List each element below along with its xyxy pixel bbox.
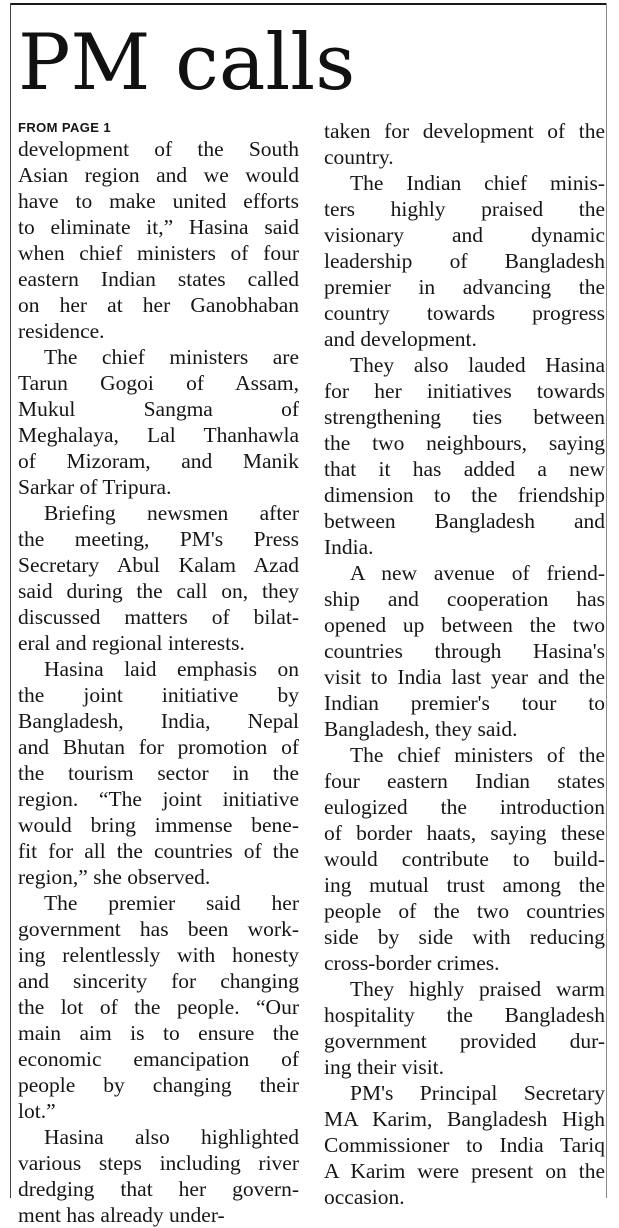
article-line: leadership of Bangladesh — [324, 249, 605, 273]
article-line: region,” she observed. — [18, 865, 211, 889]
article-line: ters highly praised the — [324, 197, 605, 221]
article-line: residence. — [18, 319, 105, 343]
article-line: dimension to the friendship — [324, 483, 605, 507]
article-line: ing mutual trust among the — [324, 873, 605, 897]
article-line: Tarun Gogoi of Assam, — [18, 371, 299, 395]
article-paragraph — [324, 560, 605, 742]
article-line: people of the two countries — [324, 899, 605, 923]
article-line: between Bangladesh and — [324, 509, 605, 533]
headline: PM calls — [18, 18, 356, 108]
article-paragraph — [18, 656, 299, 890]
article-line: Bangladesh, India, Nepal — [18, 709, 299, 733]
article-paragraph — [324, 118, 605, 170]
right-rule — [606, 3, 607, 1198]
article-line: Commissioner to India Tariq — [324, 1133, 605, 1157]
article-line: ship and cooperation has — [324, 587, 605, 611]
article-line: A new avenue of friend- — [350, 561, 605, 585]
article-line: of border haats, saying these — [324, 821, 605, 845]
top-rule — [10, 3, 606, 5]
article-line: PM's Principal Secretary — [350, 1081, 605, 1105]
article-line: taken for development of the — [324, 119, 605, 143]
article-line: The chief ministers are — [44, 345, 299, 369]
article-line: region. “The joint initiative — [18, 787, 299, 811]
article-line: have to make united efforts — [18, 189, 299, 213]
article-line: discussed matters of bilat- — [18, 605, 299, 629]
article-line: of Mizoram, and Manik — [18, 449, 299, 473]
article-line: Sarkar of Tripura. — [18, 475, 172, 499]
article-line: Indian premier's tour to — [324, 691, 605, 715]
left-column-body — [18, 136, 299, 1228]
article-line: the two neighbours, saying — [324, 431, 605, 455]
article-line: dredging that her govern- — [18, 1177, 299, 1201]
article-line: that it has added a new — [324, 457, 605, 481]
article-line: strengthening ties between — [324, 405, 605, 429]
article-line: ment has already under- — [18, 1203, 225, 1227]
article-line: premier in advancing the — [324, 275, 605, 299]
article-line: would contribute to build- — [324, 847, 605, 871]
article-paragraph — [324, 170, 605, 352]
article-line: government provided dur- — [324, 1029, 605, 1053]
article-line: country towards progress — [324, 301, 605, 325]
article-line: Hasina laid emphasis on — [44, 657, 299, 681]
article-line: They highly praised warm — [350, 977, 605, 1001]
article-line: four eastern Indian states — [324, 769, 605, 793]
article-line: government has been work- — [18, 917, 299, 941]
article-line: The Indian chief minis- — [350, 171, 605, 195]
left-rule — [10, 3, 11, 1198]
article-line: would bring immense bene- — [18, 813, 299, 837]
article-line: when chief ministers of four — [18, 241, 299, 265]
article-line: and development. — [324, 327, 477, 351]
article-line: India. — [324, 535, 374, 559]
article-line: said during the call on, they — [18, 579, 299, 603]
article-line: the lot of the people. “Our — [18, 995, 299, 1019]
article-line: and sincerity for changing — [18, 969, 299, 993]
article-line: Bangladesh, they said. — [324, 717, 518, 741]
article-line: people by changing their — [18, 1073, 299, 1097]
article-paragraph — [18, 344, 299, 500]
article-paragraph — [18, 890, 299, 1124]
article-line: Mukul Sangma of — [18, 397, 299, 421]
article-line: to eliminate it,” Hasina said — [18, 215, 299, 239]
article-line: Asian region and we would — [18, 163, 299, 187]
article-line: fit for all the countries of the — [18, 839, 299, 863]
article-line: and Bhutan for promotion of — [18, 735, 299, 759]
continuation-kicker: FROM PAGE 1 — [18, 120, 112, 135]
article-line: A Karim were present on the — [324, 1159, 605, 1183]
article-line: eral and regional interests. — [18, 631, 245, 655]
article-paragraph — [18, 136, 299, 344]
article-line: cross-border crimes. — [324, 951, 500, 975]
article-paragraph — [18, 1124, 299, 1228]
article-line: The chief ministers of the — [350, 743, 605, 767]
article-line: ing relentlessly with honesty — [18, 943, 299, 967]
article-paragraph — [324, 1080, 605, 1210]
article-line: Hasina also highlighted — [44, 1125, 299, 1149]
article-paragraph — [18, 500, 299, 656]
article-line: side by side with reducing — [324, 925, 605, 949]
article-line: Briefing newsmen after — [44, 501, 299, 525]
article-column-right — [324, 118, 605, 1210]
article-paragraph — [324, 976, 605, 1080]
article-line: for her initiatives towards — [324, 379, 605, 403]
article-line: visit to India last year and the — [324, 665, 605, 689]
article-line: opened up between the two — [324, 613, 605, 637]
article-line: main aim is to ensure the — [18, 1021, 299, 1045]
article-line: MA Karim, Bangladesh High — [324, 1107, 605, 1131]
article-line: the meeting, PM's Press — [18, 527, 299, 551]
article-line: countries through Hasina's — [324, 639, 605, 663]
article-line: occasion. — [324, 1185, 405, 1209]
article-line: lot.” — [18, 1099, 56, 1123]
article-line: country. — [324, 145, 394, 169]
article-line: on her at her Ganobhaban — [18, 293, 299, 317]
article-column-left — [18, 118, 299, 1228]
article-paragraph — [324, 742, 605, 976]
article-line: visionary and dynamic — [324, 223, 605, 247]
article-paragraph — [324, 352, 605, 560]
article-line: eulogized the introduction — [324, 795, 605, 819]
article-line: The premier said her — [44, 891, 299, 915]
article-line: the tourism sector in the — [18, 761, 299, 785]
article-line: Meghalaya, Lal Thanhawla — [18, 423, 299, 447]
article-line: economic emancipation of — [18, 1047, 299, 1071]
article-line: development of the South — [18, 137, 299, 161]
article-line: They also lauded Hasina — [350, 353, 605, 377]
article-line: ing their visit. — [324, 1055, 445, 1079]
article-line: eastern Indian states called — [18, 267, 299, 291]
article-line: the joint initiative by — [18, 683, 299, 707]
article-line: Secretary Abul Kalam Azad — [18, 553, 299, 577]
article-line: various steps including river — [18, 1151, 299, 1175]
article-line: hospitality the Bangladesh — [324, 1003, 605, 1027]
right-column-body — [324, 118, 605, 1210]
